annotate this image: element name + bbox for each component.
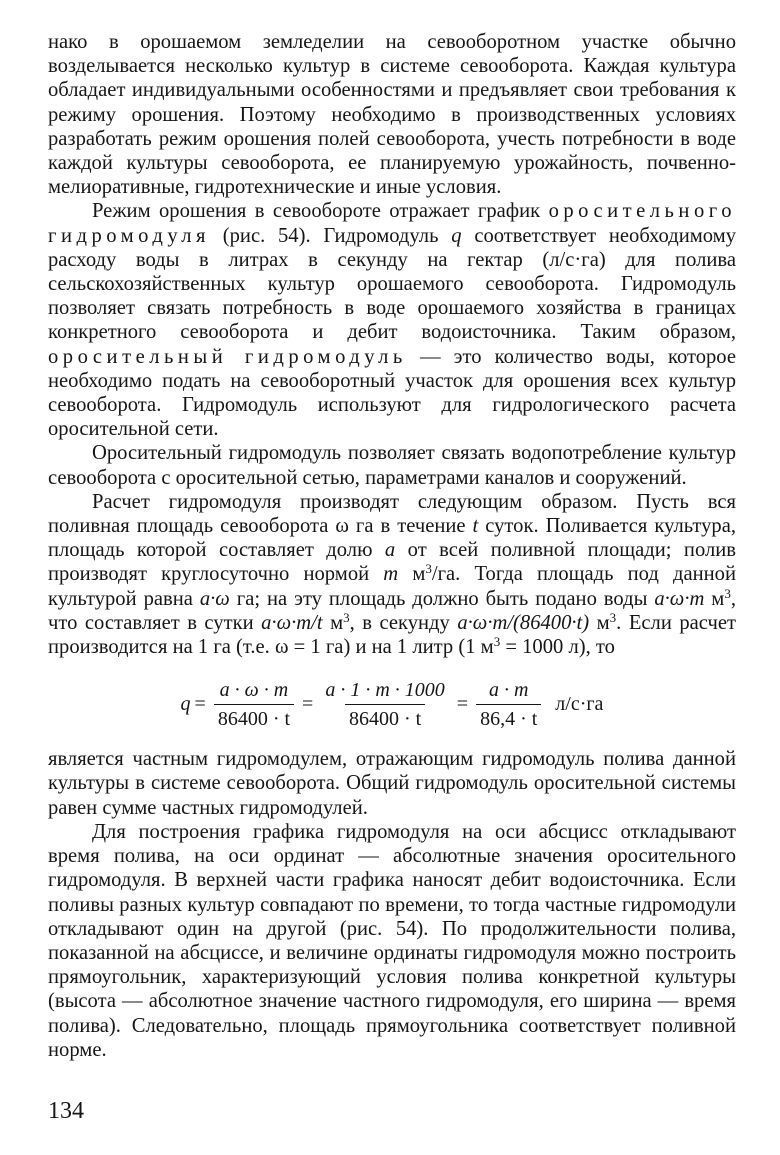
superscript: 3 [493,634,501,650]
var-omega: ω [335,515,349,538]
superscript: 3 [343,609,350,625]
equals-sign: = [456,693,469,716]
paragraph-3: Оросительный гидромодуль позволяет связать водопотребление культур севооборота с оросительной сетью, параметрами каналов и сооружений. [48,442,736,489]
text-run: , в секунду [349,611,458,634]
fraction-denominator: 86,4 · t [476,704,541,731]
expr: a·ω [199,587,230,610]
fraction-numerator: a · 1 · m · 1000 [325,678,445,701]
expr: a·ω·m [654,587,705,610]
var-t: t [472,515,479,538]
superscript: 3 [425,561,432,577]
text-run: . Если расчет производится на 1 га (т.е. ω = 1 га) и на 1 литр (1 м [48,611,736,659]
expr: a·ω·m/(86400·t) [457,611,590,634]
fraction-denominator: 86400 · t [214,704,294,731]
fraction-2 [321,678,448,731]
fraction-numerator: a · m [488,678,529,701]
spaced-term: оросительного гидромодуля [48,200,736,247]
unit: м [589,611,610,634]
unit: м [398,563,426,586]
formula-q: q [180,693,191,716]
text-run: /га. Тогда площадь под данной культурой равна [48,563,736,610]
equals-sign: = [302,693,314,716]
expr: a·ω·m/t [261,611,323,634]
text-run: суток. Поливается культура, площадь которой составляет долю [48,515,736,562]
hydromodule-formula [48,663,736,745]
paragraph-4 [48,490,736,659]
paragraph-6: Для построения графика гидромодуля на оси абсцисс откладывают время полива, на оси ординат — абсолютные значения оросительного гидромодуля. В верхней части графика наносят дебит водоисточника. Если поливы разных культур совпадают по времени, то тогда частные гидромодули откладывают один на другой (рис. 54). По продолжительности полива, показанной на абсциссе, и величине ординаты гидромодуля можно построить прямоугольник, характеризующий условия полива конкретной культуры (высота — абсолютное значение частного гидромодуля, его ширина — время полива). Следовательно, площадь прямоугольника соответствует поливной норме. [48,820,736,1061]
superscript: 3 [609,609,617,625]
fraction-3 [476,678,541,731]
formula-unit: л/с·га [555,693,604,716]
var-a: a [384,539,396,562]
paragraph-2 [48,199,736,441]
paragraph-1: нако в орошаемом земледелии на севооборотном участке обычно возделывается несколько культур в системе севооборота. Каждая культура обладает индивидуальными особенностями и предъявляет свои требования к режиму орошения. Поэтому необходимо в производственных условиях разработать режим орошения полей севооборота, учесть потребности в воде каждой культуры севооборота, ее планируемую урожайность, почвенно-мелиоративные, гидротехнические и иные условия. [48,31,736,199]
var-q: q [451,224,462,247]
equals-sign: = [194,693,206,716]
unit: м [704,587,725,610]
paragraph-5: является частным гидромодулем, отражающим гидромодуль полива данной культуры в системе севооборота. Общий гидромодуль оросительной системы равен сумме частных гидромодулей. [48,748,736,819]
var-m: m [383,563,399,586]
fraction-1 [214,678,294,731]
spaced-term: оросительный гидромодуль [48,345,407,368]
text-run: — это количество воды, которое необходимо подать на севооборотный участок для орошения всех культур севооборота. Гидромодуль используют для гидрологического расчета оросительной сети. [48,345,736,441]
text-run: от всей поливной площади; полив производят круглосуточно нормой [48,539,736,586]
superscript: 3 [724,585,731,601]
text-run: га в течение [348,515,473,538]
text-run: (рис. 54). Гидромодуль [210,224,452,247]
text-run: , что составляет в сутки [48,587,736,634]
text-run: га; на эту площадь должно быть подано воды [229,587,655,610]
unit: м [322,611,344,634]
page-body [48,30,736,1062]
text-run: = 1000 л), то [500,636,615,659]
text-run: Режим орошения в севообороте отражает график [92,200,549,223]
fraction-denominator: 86400 · t [345,704,425,731]
page-number: 134 [48,1098,84,1124]
fraction-numerator: a · ω · m [219,678,289,701]
text-run: соответствует необходимому расходу воды в литрах в секунду на гектар (л/с·га) для полива сельскохозяйственных культур орошаемого севооборота. Гидромодуль позволяет связать потребность в воде орошаемого хозяйства в границах конкретного севооборота и дебит водоисточника. Таким образом, [48,224,736,344]
text-run: Расчет гидромодуля производят следующим образом. Пусть вся поливная площадь севооборота [48,490,736,538]
